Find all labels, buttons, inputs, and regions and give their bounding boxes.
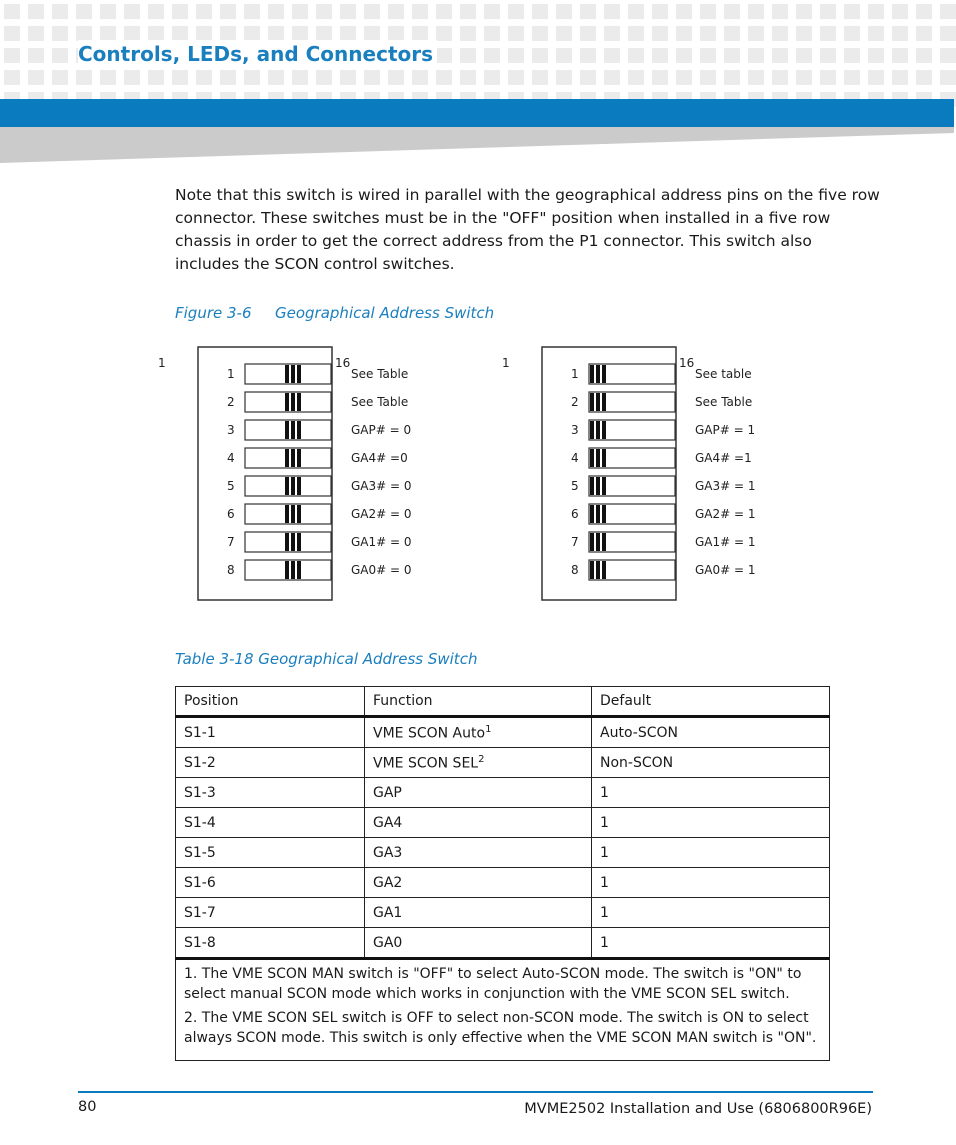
cell-default: Auto-SCON [592,717,830,748]
switch-knob [590,365,594,383]
table-row [176,928,830,959]
switch-knob [285,449,289,467]
switch-slot [589,448,675,468]
footnote-ref: 1 [485,723,492,735]
table-note: 1. The VME SCON MAN switch is "OFF" to select Auto-SCON mode. The switch is "ON" to select manual SCON mode which works in conjunction with the VME SCON SEL switch. [184,966,802,1002]
cell-function [365,928,592,959]
switch-knob [291,365,295,383]
header-grey-wedge [0,127,954,163]
function-text: GA0 [373,934,403,951]
cell-position: S1-1 [176,717,365,748]
switch-function-label: GA1# = 1 [695,535,756,549]
function-text: GAP [373,784,402,801]
switch-function-label: See Table [351,367,409,381]
cell-position: S1-5 [176,838,365,868]
table-row [176,717,830,748]
switch-position-number: 3 [571,423,579,437]
switch-position-number: 6 [571,507,579,521]
cell-default: 1 [592,868,830,898]
table-notes [176,959,830,1061]
switch-knob [285,421,289,439]
switch-position-number: 8 [227,563,235,577]
switch-position-number: 5 [571,479,579,493]
switch-slot [589,392,675,412]
switch-knob [602,393,606,411]
switch-knob [291,393,295,411]
switch-function-label: GA1# = 0 [351,535,412,549]
header-default: Default [592,687,830,717]
switch-knob [602,533,606,551]
function-text: GA3 [373,844,403,861]
switch-knob [297,561,301,579]
cell-function [365,868,592,898]
cell-function [365,717,592,748]
switch-knob [590,561,594,579]
pin-start-label: 1 [158,356,166,370]
switch-knob [596,533,600,551]
switch-position-number: 3 [227,423,235,437]
body-paragraph: Note that this switch is wired in parallel with the geographical address pins on the five row connector. These switches must be in the "OFF" position when installed in a five row chassis in order to get the correct address from the P1 connector. This switch also includes the SCON control switches. [175,186,880,273]
switch-knob [291,449,295,467]
switch-knob [285,533,289,551]
switch-knob [285,365,289,383]
switch-knob [297,365,301,383]
cell-position: S1-2 [176,748,365,778]
switch-slot [589,532,675,552]
switch-knob [291,505,295,523]
switch-knob [297,477,301,495]
switch-position-number: 7 [227,535,235,549]
switch-knob [596,561,600,579]
cell-default: 1 [592,838,830,868]
function-text: GA4 [373,814,403,831]
cell-position: S1-7 [176,898,365,928]
cell-default: Non-SCON [592,748,830,778]
switch-knob [590,505,594,523]
switch-position-number: 4 [227,451,235,465]
switch-function-label: GA3# = 0 [351,479,412,493]
switch-position-number: 6 [227,507,235,521]
table-header-row [176,687,830,717]
switch-knob [297,505,301,523]
table-row [176,748,830,778]
cell-default: 1 [592,808,830,838]
switch-function-label: GA4# =0 [351,451,408,465]
pin-start-label: 1 [502,356,510,370]
cell-default: 1 [592,778,830,808]
header-blue-band [0,99,954,127]
switch-position-number: 2 [227,395,235,409]
switch-knob [297,393,301,411]
switch-knob [596,505,600,523]
cell-default: 1 [592,898,830,928]
switch-knob [602,421,606,439]
switch-function-label: GA2# = 1 [695,507,756,521]
footnote-ref: 2 [478,753,485,765]
switch-knob [596,421,600,439]
switch-function-label: See Table [695,395,753,409]
switch-knob [602,477,606,495]
cell-position: S1-6 [176,868,365,898]
figure-caption [175,304,494,322]
switch-slot [589,504,675,524]
switch-knob [297,421,301,439]
cell-position: S1-8 [176,928,365,959]
figure-number: Figure 3-6 [175,304,252,322]
table-caption: Table 3-18 Geographical Address Switch [175,650,478,668]
switch-knob [291,421,295,439]
switch-position-number: 5 [227,479,235,493]
table-row [176,868,830,898]
switch-function-label: See Table [351,395,409,409]
table-row [176,838,830,868]
switch-position-number: 4 [571,451,579,465]
function-text: VME SCON SEL [373,755,479,772]
switch-slot [589,560,675,580]
geographical-address-table [175,686,830,1061]
switch-knob [596,477,600,495]
figure-title: Geographical Address Switch [275,304,495,322]
switch-knob [596,365,600,383]
switch-function-label: GA4# =1 [695,451,752,465]
switch-knob [602,449,606,467]
switch-knob [602,561,606,579]
switch-function-label: GA2# = 0 [351,507,412,521]
header-function: Function [365,687,592,717]
switch-knob [590,421,594,439]
chapter-title: Controls, LEDs, and Connectors [78,40,437,68]
switch-function-label: GA0# = 1 [695,563,756,577]
switch-knob [291,477,295,495]
switch-position-number: 1 [227,367,235,381]
table-row [176,808,830,838]
cell-function [365,778,592,808]
switch-function-label: See table [695,367,752,381]
footer-rule [78,1091,873,1093]
switch-knob [590,449,594,467]
switch-position-number: 1 [571,367,579,381]
cell-function [365,808,592,838]
table-row [176,898,830,928]
switch-function-label: GA3# = 1 [695,479,756,493]
function-text: GA2 [373,874,403,891]
pin-end-label: 16 [335,356,351,370]
pin-end-label: 16 [679,356,695,370]
switch-knob [285,505,289,523]
cell-position: S1-3 [176,778,365,808]
function-text: GA1 [373,904,403,921]
switch-knob [285,561,289,579]
table-row [176,778,830,808]
switch-knob [596,449,600,467]
table-note: 2. The VME SCON SEL switch is OFF to select non-SCON mode. The switch is ON to select always SCON mode. This switch is only effective when the VME SCON MAN switch is "ON". [184,1010,817,1046]
switch-slot [589,420,675,440]
switch-knob [291,533,295,551]
cell-position: S1-4 [176,808,365,838]
switch-knob [596,393,600,411]
cell-function [365,838,592,868]
document-title: MVME2502 Installation and Use (6806800R96E) [524,1101,872,1117]
switch-knob [602,365,606,383]
switch-knob [297,533,301,551]
switch-knob [285,477,289,495]
switch-knob [590,533,594,551]
switch-knob [297,449,301,467]
switch-position-number: 2 [571,395,579,409]
header-position: Position [176,687,365,717]
switch-function-label: GAP# = 0 [351,423,412,437]
switch-function-label: GA0# = 0 [351,563,412,577]
switch-knob [285,393,289,411]
switch-knob [291,561,295,579]
cell-function [365,748,592,778]
table-notes-row [176,959,830,1061]
geographical-address-switch-figure [158,342,775,612]
cell-default: 1 [592,928,830,959]
switch-position-number: 7 [571,535,579,549]
function-text: VME SCON Auto [373,725,486,742]
switch-knob [602,505,606,523]
switch-knob [590,477,594,495]
switch-slot [589,476,675,496]
switch-function-label: GAP# = 1 [695,423,756,437]
switch-position-number: 8 [571,563,579,577]
switch-knob [590,393,594,411]
switch-slot [589,364,675,384]
page-number: 80 [78,1099,97,1115]
cell-function [365,898,592,928]
